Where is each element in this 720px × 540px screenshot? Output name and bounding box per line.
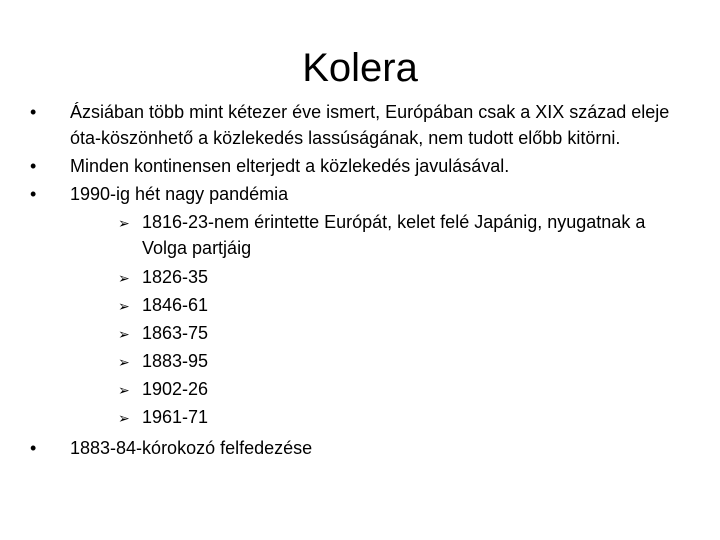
sub-bullet-text-continuation: Volga partjáig <box>142 238 252 258</box>
bullet-text: 1883-84-kórokozó felfedezése <box>70 438 313 458</box>
bullet-marker: • <box>30 184 37 204</box>
slide-title: Kolera <box>302 46 418 90</box>
arrow-bullet-icon: ➢ <box>118 270 130 286</box>
bullet-marker: • <box>30 102 37 122</box>
arrow-bullet-icon: ➢ <box>118 298 130 314</box>
bullet-text-continuation: óta-köszönhető a közlekedés lassúságának, nem tudott előbb kitörni. <box>70 128 621 148</box>
sub-bullet-text: 1863-75 <box>142 323 209 343</box>
arrow-bullet-icon: ➢ <box>118 410 130 426</box>
bullet-marker: • <box>30 156 37 176</box>
bullet-text: 1990-ig hét nagy pandémia <box>70 184 289 204</box>
sub-bullet-text: 1902-26 <box>142 379 209 399</box>
sub-bullet-text: 1826-35 <box>142 267 209 287</box>
arrow-bullet-icon: ➢ <box>118 326 130 342</box>
sub-bullet-text: 1846-61 <box>142 295 209 315</box>
sub-bullet-text: 1883-95 <box>142 351 209 371</box>
bullet-text: Ázsiában több mint kétezer éve ismert, Európában csak a XIX század eleje <box>70 102 670 122</box>
arrow-bullet-icon: ➢ <box>118 354 130 370</box>
arrow-bullet-icon: ➢ <box>118 382 130 398</box>
bullet-text: Minden kontinensen elterjedt a közlekedés javulásával. <box>70 156 510 176</box>
sub-bullet-text: 1961-71 <box>142 407 209 427</box>
bullet-marker: • <box>30 438 37 458</box>
arrow-bullet-icon: ➢ <box>118 215 130 231</box>
sub-bullet-text: 1816-23-nem érintette Európát, kelet felé Japánig, nyugatnak a <box>142 212 646 232</box>
